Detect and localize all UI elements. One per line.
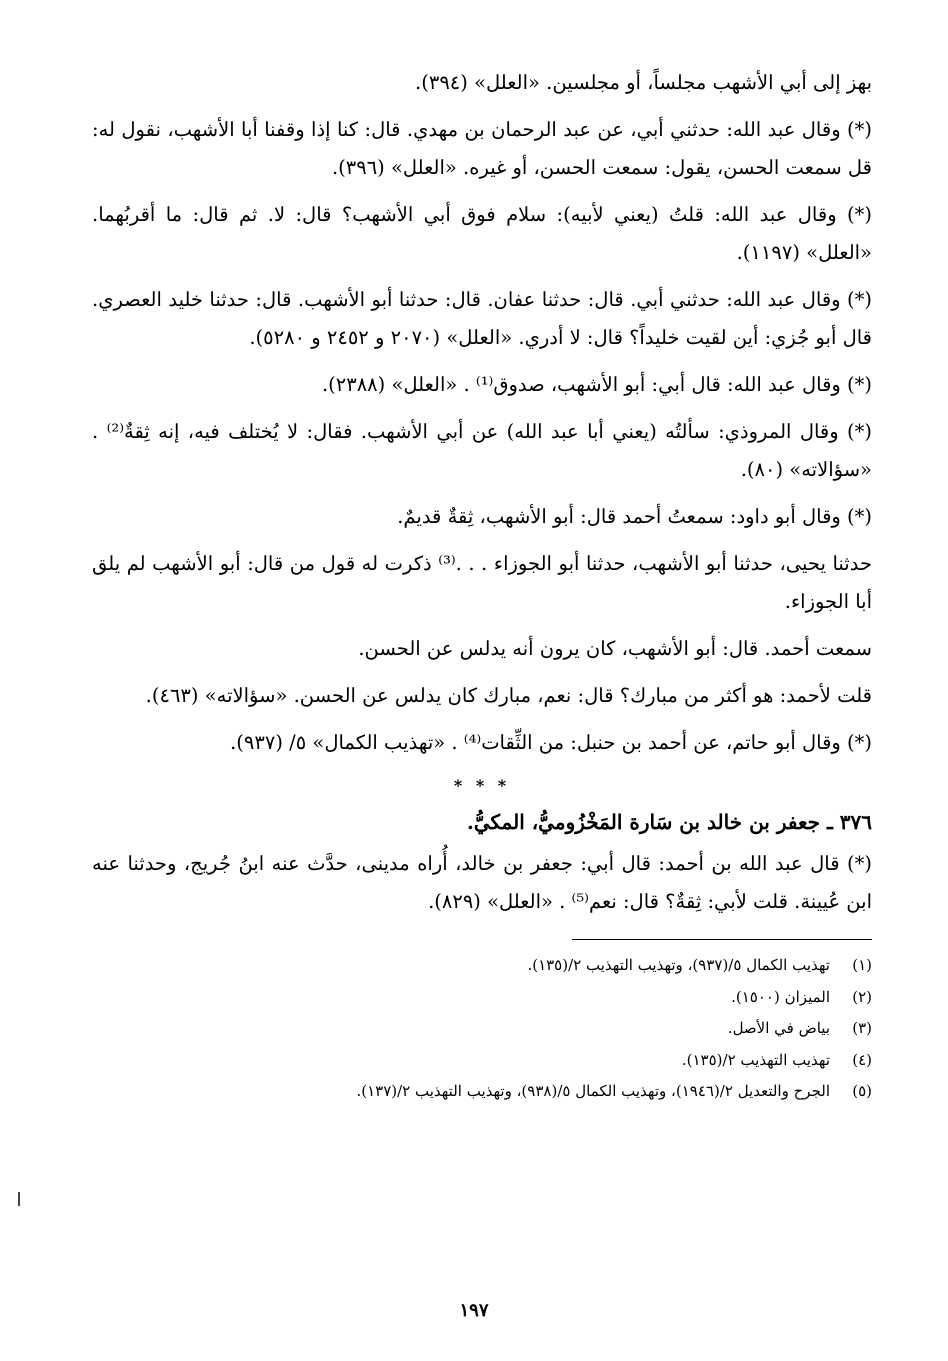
- footnote-text: تهذيب الكمال ٥/(٩٣٧)، وتهذيب التهذيب ٢/(١٣٥).: [527, 956, 830, 974]
- footnote-1: [92, 950, 872, 982]
- paragraph-9: سمعت أحمد. قال: أبو الأشهب، كان يرون أنه يدلس عن الحسن.: [358, 637, 872, 660]
- section-divider: * * *: [453, 776, 511, 795]
- paragraph-4: (*) وقال عبد الله: حدثني أبي. قال: حدثنا عفان. قال: حدثنا أبو الأشهب. قال: حدثنا خليد العصري. قال أبو جُزي: أين لقيت خليداً؟ قال: لا أدري. «العلل» (٢٠٧٠ و ٢٤٥٢ و ٥٢٨٠).: [92, 288, 872, 349]
- footnote-divider: [572, 939, 872, 940]
- paragraph-10: قلت لأحمد: هو أكثر من مبارك؟ قال: نعم، مبارك كان يدلس عن الحسن. «سؤالاته» (٤٦٣).: [145, 684, 872, 707]
- paragraph-5: (*) وقال عبد الله: قال أبي: أبو الأشهب، صدوق⁽¹⁾ . «العلل» (٢٣٨٨).: [321, 373, 872, 396]
- paragraph-7: (*) وقال أبو داود: سمعتُ أحمد قال: أبو الأشهب، ثِقةٌ قديمٌ.: [397, 505, 872, 528]
- paragraph-2: (*) وقال عبد الله: حدثني أبي، عن عبد الرحمان بن مهدي. قال: كنا إذا وقفنا أبا الأشهب، نقول له: قل سمعت الحسن، يقول: سمعت الحسن، أو غيره. «العلل» (٣٩٦).: [92, 118, 872, 179]
- margin-mark: [18, 1192, 20, 1206]
- footnote-number: (٢): [852, 987, 872, 1006]
- paragraph-1: بهز إلى أبي الأشهب مجلساً، أو مجلسين. «العلل» (٣٩٤).: [415, 71, 872, 94]
- footnote-text: الميزان (١٥٠٠).: [731, 987, 830, 1006]
- entry-heading: ٣٧٦ ـ جعفر بن خالد بن سَارة المَخْزُوميُّ، المكيُّ.: [466, 810, 872, 834]
- footnote-number: (٥): [852, 1082, 872, 1100]
- footnote-2: [92, 982, 872, 1014]
- paragraph-6: (*) وقال المروذي: سألتُه (يعني أبا عبد الله) عن أبي الأشهب. فقال: لا يُختلف فيه، إنه ثِقةٌ⁽²⁾ . «سؤالاته» (٨٠).: [92, 420, 873, 481]
- page-number: ١٩٧: [459, 1300, 489, 1321]
- footnote-3: [92, 1013, 872, 1045]
- footnote-number: (١): [852, 956, 872, 974]
- paragraph-11: (*) وقال أبو حاتم، عن أحمد بن حنبل: من الثِّقات⁽⁴⁾ . «تهذيب الكمال» ٥/ (٩٣٧).: [230, 731, 872, 754]
- entry-text: (*) قال عبد الله بن أحمد: قال أبي: جعفر بن خالد، أُراه مدينى، حدَّث عنه ابنُ جُريج، وحدثنا عنه ابن عُيينة. قلت لأبي: ثِقةٌ؟ قال: نعم⁽⁵⁾ . «العلل» (٨٢٩).: [92, 852, 872, 913]
- footnotes-list: [92, 950, 872, 1108]
- page-body: [92, 64, 872, 1108]
- footnote-5: [92, 1076, 872, 1108]
- paragraph-3: (*) وقال عبد الله: قلتُ (يعني لأبيه): سلام فوق أبي الأشهب؟ قال: لا. ثم قال: ما أقربُهما. «العلل» (١١٩٧).: [92, 203, 872, 264]
- footnote-text: الجرح والتعديل ٢/(١٩٤٦)، وتهذيب الكمال ٥/(٩٣٨)، وتهذيب التهذيب ٢/(١٣٧).: [356, 1082, 830, 1100]
- footnote-number: (٣): [852, 1019, 872, 1037]
- footnote-text: تهذيب التهذيب ٢/(١٣٥).: [681, 1050, 830, 1069]
- paragraph-8: حدثنا يحيى، حدثنا أبو الأشهب، حدثنا أبو الجوزاء . . .⁽³⁾ ذكرت له قول من قال: أبو الأشهب لم يلق أبا الجوزاء.: [92, 552, 872, 613]
- footnote-4: [92, 1045, 872, 1077]
- footnote-text: بياض في الأصل.: [727, 1019, 830, 1037]
- footnote-number: (٤): [852, 1050, 872, 1069]
